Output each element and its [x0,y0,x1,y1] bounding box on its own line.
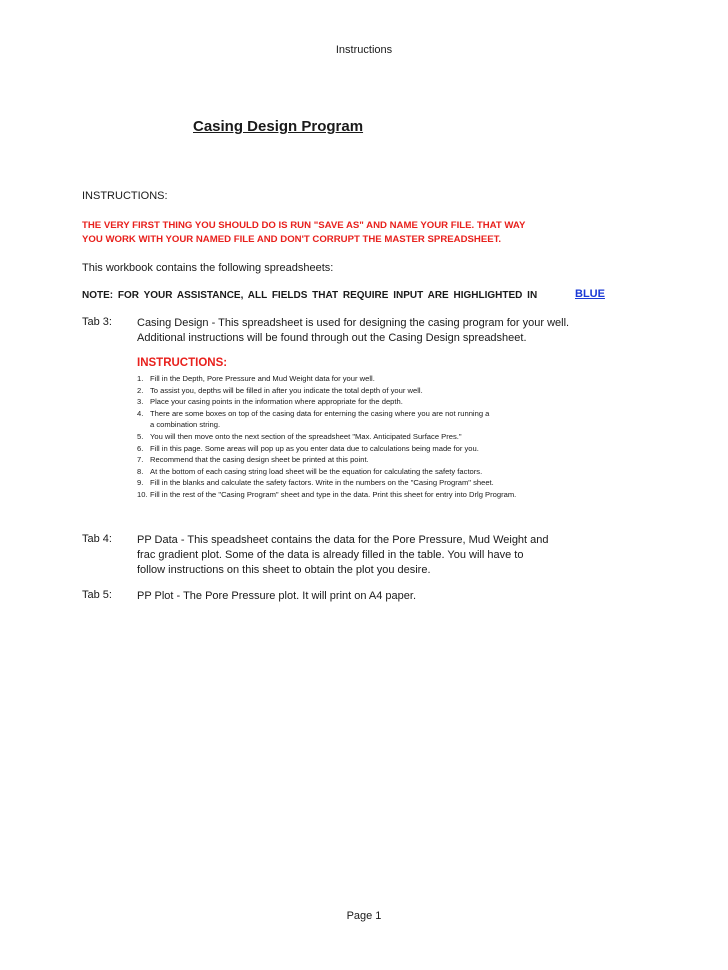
step-item [137,373,516,385]
page-header: Instructions [335,44,393,56]
step-text: At the bottom of each casing string load sheet will be the equation for calculating the safety factors. [150,466,483,476]
instructions-heading: INSTRUCTIONS: [82,190,168,202]
step-text: Recommend that the casing design sheet be printed at this point. [150,455,369,465]
tab-4-label: Tab 4: [82,533,112,545]
warning-line-2: YOU WORK WITH YOUR NAMED FILE AND DON'T CORRUPT THE MASTER SPREADSHEET. [82,234,502,245]
tab-5-label: Tab 5: [82,589,112,601]
step-text: Fill in the rest of the "Casing Program" sheet and type in the data. Print this sheet for entry into Drlg Program. [150,489,517,499]
tab-3-line-1: Casing Design - This spreadsheet is used for designing the casing program for your well. [137,317,570,329]
step-number: 2. [137,385,144,395]
step-text: Fill in the Depth, Pore Pressure and Mud Weight data for your well. [150,374,375,383]
step-text: Fill in this page. Some areas will pop up as you enter data due to calculations being made for you. [150,443,479,453]
step-text: You will then move onto the next section of the spreadsheet "Max. Anticipated Surface Pres." [150,431,462,441]
step-text: To assist you, depths will be filled in after you indicate the total depth of your well. [150,385,423,395]
step-item [137,396,516,408]
tab-5-line-1: PP Plot - The Pore Pressure plot. It will print on A4 paper. [137,590,417,602]
tab-5-description [137,589,416,604]
step-item [137,454,516,466]
step-number: 8. [137,466,144,476]
note-text: NOTE: FOR YOUR ASSISTANCE, ALL FIELDS THAT REQUIRE INPUT ARE HIGHLIGHTED IN [82,290,538,301]
intro-text: This workbook contains the following spreadsheets: [82,262,334,274]
tab-4-line-3: follow instructions on this sheet to obtain the plot you desire. [137,564,431,576]
step-item [137,408,516,420]
step-number: 4. [137,408,144,418]
step-number: 5. [137,431,144,441]
tab-4-description [137,533,549,578]
warning-line-1: THE VERY FIRST THING YOU SHOULD DO IS RUN "SAVE AS" AND NAME YOUR FILE. THAT WAY [82,220,526,231]
step-text: Fill in the blanks and calculate the safety factors. Write in the numbers on the "Casing Program" sheet. [150,478,494,488]
step-text: There are some boxes on top of the casing data for enterning the casing where you are not running a [150,408,490,418]
instruction-steps [137,373,516,501]
step-item [137,477,516,489]
step-continuation: a combination string. [150,420,221,430]
step-number: 3. [137,397,144,407]
step-number: 6. [137,443,144,453]
step-item [137,385,516,397]
step-number: 10. [137,489,148,499]
step-item [137,489,516,501]
tab-4-line-1: PP Data - This speadsheet contains the data for the Pore Pressure, Mud Weight and [137,534,549,546]
tab-3-instructions-heading: INSTRUCTIONS: [137,357,228,369]
step-number: 1. [137,374,144,383]
tab-3-line-2: Additional instructions will be found through out the Casing Design spreadsheet. [137,332,527,344]
tab-3-description [137,316,569,346]
step-number: 7. [137,455,144,465]
blue-link[interactable]: BLUE [575,288,605,300]
step-item [137,466,516,478]
tab-3-label: Tab 3: [82,316,112,328]
step-item [137,443,516,455]
page-title: Casing Design Program [193,118,364,135]
step-item [137,431,516,443]
step-number: 9. [137,478,144,488]
page-number: Page 1 [346,910,382,922]
tab-4-line-2: frac gradient plot. Some of the data is already filled in the table. You will have to [137,549,524,561]
step-text: Place your casing points in the information where appropriate for the depth. [150,397,403,407]
